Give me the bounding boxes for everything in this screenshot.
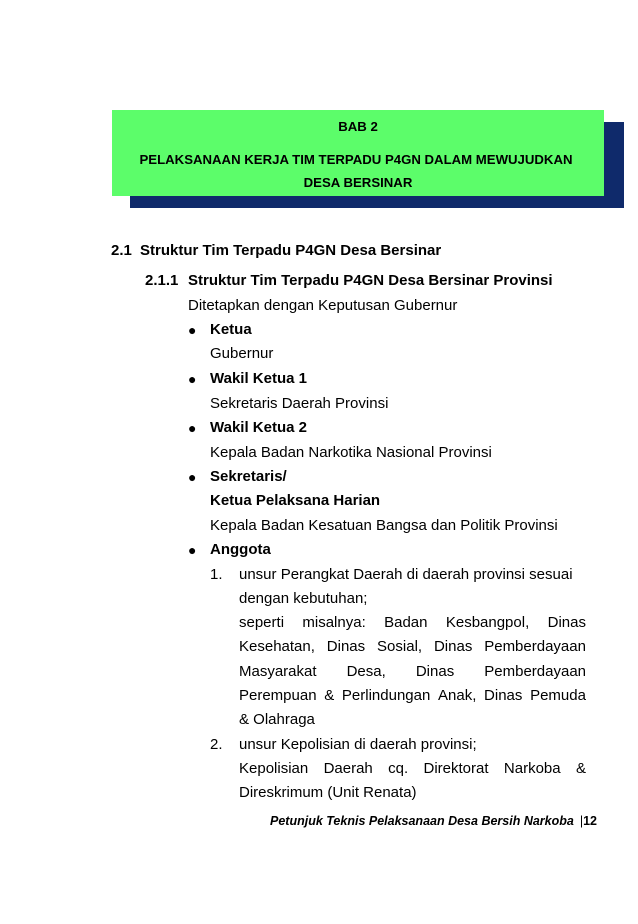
word: Perempuan — [239, 687, 317, 704]
member-detail-line — [239, 759, 586, 779]
member-number: 2. — [210, 736, 223, 753]
word: Pemuda — [530, 687, 586, 704]
role-title: Wakil Ketua 1 — [210, 370, 307, 387]
member-text: & Olahraga — [239, 711, 315, 728]
word: Perlindungan — [341, 687, 431, 704]
word: Pemberdayaan — [484, 638, 586, 655]
word: & — [324, 687, 335, 704]
word: & — [575, 760, 586, 777]
page-footer — [270, 812, 597, 830]
word: Pemberdayaan — [484, 663, 586, 680]
member-text: unsur Perangkat Daerah di daerah provinsi sesuai — [239, 566, 573, 583]
word: Narkoba — [503, 760, 561, 777]
role-holder: Kepala Badan Kesatuan Bangsa dan Politik Provinsi — [210, 517, 558, 534]
role-title-continued: Ketua Pelaksana Harian — [210, 492, 381, 509]
word: Kesehatan, — [239, 638, 315, 655]
page-number: 12 — [583, 814, 597, 828]
member-example-line — [239, 613, 586, 633]
word: Dinas — [484, 687, 523, 704]
role-holder: Gubernur — [210, 345, 274, 362]
subsection-title: Struktur Tim Terpadu P4GN Desa Bersinar Provinsi — [188, 272, 553, 289]
bullet-icon: ● — [188, 322, 197, 338]
chapter-label: BAB 2 — [338, 119, 378, 134]
member-example-line — [239, 662, 586, 682]
subsection-number: 2.1.1 — [145, 272, 179, 289]
member-example-line — [239, 637, 586, 657]
role-title: Wakil Ketua 2 — [210, 419, 307, 436]
word: Kesbangpol, — [445, 614, 530, 631]
section-number: 2.1 — [111, 242, 132, 259]
role-holder: Kepala Badan Narkotika Nasional Provinsi — [210, 444, 492, 461]
word: Kepolisian — [239, 760, 309, 777]
subsection-intro: Ditetapkan dengan Keputusan Gubernur — [188, 297, 458, 314]
word: Dinas — [433, 638, 473, 655]
word: Direktorat — [423, 760, 489, 777]
word: Dinas — [415, 663, 455, 680]
member-example-line — [239, 686, 586, 706]
role-title: Anggota — [210, 541, 271, 558]
word: Desa, — [346, 663, 386, 680]
word: Dinas — [547, 614, 586, 631]
word: Dinas — [326, 638, 366, 655]
member-text: dengan kebutuhan; — [239, 590, 368, 607]
role-holder: Sekretaris Daerah Provinsi — [210, 395, 389, 412]
role-title: Ketua — [210, 321, 252, 338]
bullet-icon: ● — [188, 542, 197, 558]
word: Masyarakat — [239, 663, 317, 680]
word: Daerah — [323, 760, 373, 777]
chapter-title-line2: DESA BERSINAR — [303, 175, 413, 190]
member-number: 1. — [210, 566, 223, 583]
word: cq. — [388, 760, 409, 777]
footer-separator: | — [579, 814, 584, 828]
word: seperti — [239, 614, 285, 631]
word: Badan — [384, 614, 428, 631]
word: Sosial, — [377, 638, 423, 655]
footer-title: Petunjuk Teknis Pelaksanaan Desa Bersih Narkoba — [270, 814, 574, 828]
role-title: Sekretaris/ — [210, 468, 287, 485]
section-title: Struktur Tim Terpadu P4GN Desa Bersinar — [140, 242, 442, 259]
member-text: Direskrimum (Unit Renata) — [239, 784, 417, 801]
word: misalnya: — [302, 614, 366, 631]
chapter-banner — [112, 110, 604, 196]
bullet-icon: ● — [188, 420, 197, 436]
word: Anak, — [438, 687, 477, 704]
member-text: unsur Kepolisian di daerah provinsi; — [239, 736, 477, 753]
bullet-icon: ● — [188, 371, 197, 387]
bullet-icon: ● — [188, 469, 197, 485]
chapter-title-line1: PELAKSANAAN KERJA TIM TERPADU P4GN DALAM MEWUJUDKAN — [139, 152, 573, 167]
